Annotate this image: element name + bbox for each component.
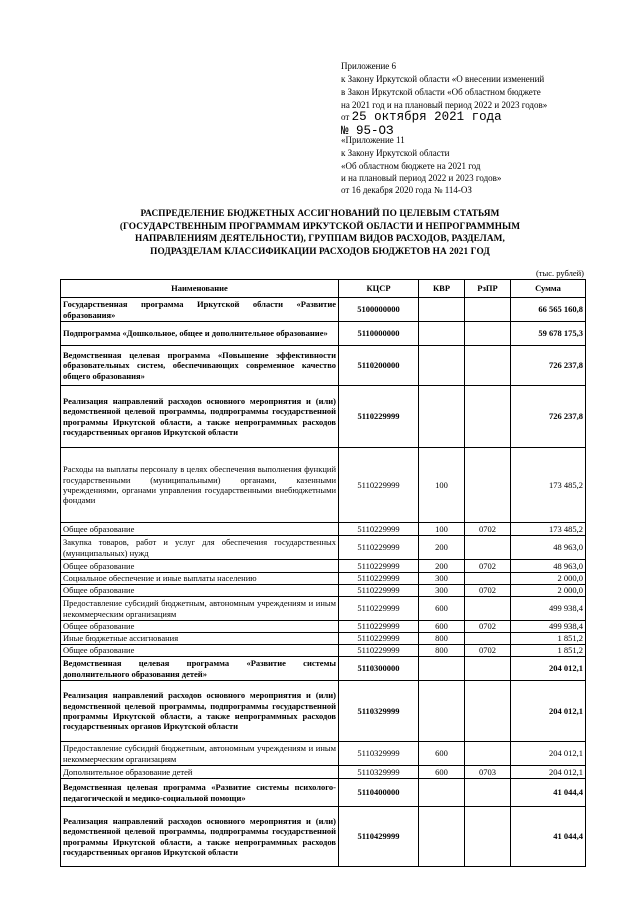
table-header-row [61,280,586,298]
cell-name: Дополнительное образование детей [61,766,339,779]
table-row [61,681,586,742]
cell-name: Иные бюджетные ассигнования [61,633,339,645]
cell-kcsr: 5110229999 [339,386,419,448]
cell-sum: 1 851,2 [511,633,586,645]
cell-kvr: 600 [419,597,465,621]
cell-kvr: 100 [419,448,465,523]
cell-sum: 2 000,0 [511,573,586,585]
table-row [61,621,586,633]
cell-rzpr [465,448,511,523]
column-header-rzpr: РзПР [465,280,511,298]
cell-kcsr: 5110329999 [339,766,419,779]
table-row [61,597,586,621]
cell-name: Реализация направлений расходов основного мероприятия и (или) ведомственной целевой программы, подпрограммы государственной программы Иркутской области, а также непрограммных расходов государственных органов Иркутской области [61,807,339,867]
table-row [61,645,586,657]
cell-name: Предоставление субсидий бюджетным, автономным учреждениям и иным некоммерческим организациям [61,742,339,766]
date-line [341,111,502,124]
cell-rzpr: 0702 [465,645,511,657]
table-row [61,448,586,523]
cell-kvr: 200 [419,536,465,560]
table-row [61,779,586,807]
table-row [61,807,586,867]
title-line-4: ПОДРАЗДЕЛАМ КЛАССИФИКАЦИИ РАСХОДОВ БЮДЖЕТОВ НА 2021 ГОД [150,246,490,257]
cell-rzpr [465,681,511,742]
title-line-2: (ГОСУДАРСТВЕННЫМ ПРОГРАММАМ ИРКУТСКОЙ ОБЛАСТИ И НЕПРОГРАММНЫМ [119,221,521,232]
cell-kcsr: 5110000000 [339,322,419,346]
column-header-kcsr: КЦСР [339,280,419,298]
cell-name: Ведомственная целевая программа «Развитие системы дополнительного образования детей» [61,657,339,681]
table-row [61,298,586,322]
cell-sum: 59 678 175,3 [511,322,586,346]
cell-name: Общее образование [61,585,339,597]
cell-name: Подпрограмма «Дошкольное, общее и дополнительное образование» [61,322,339,346]
document-title [60,208,580,258]
cell-kcsr: 5110229999 [339,560,419,573]
column-header-sum: Сумма [511,280,586,298]
cell-rzpr [465,657,511,681]
cell-name: Реализация направлений расходов основного мероприятия и (или) ведомственной целевой программы, подпрограммы государственной программы Иркутской области, а также непрограммных расходов государственных органов Иркутской области [61,681,339,742]
cell-kcsr: 5110229999 [339,633,419,645]
cell-sum: 499 938,4 [511,597,586,621]
cell-kvr [419,346,465,386]
cell-sum: 204 012,1 [511,657,586,681]
law2-line-4: от 16 декабря 2020 года № 114-ОЗ [341,185,472,195]
cell-name: Закупка товаров, работ и услуг для обеспечения государственных (муниципальных) нужд [61,536,339,560]
table-row [61,560,586,573]
table-row [61,573,586,585]
cell-rzpr: 0703 [465,766,511,779]
cell-sum: 1 851,2 [511,645,586,657]
cell-kvr [419,807,465,867]
law-reference-line-1: к Закону Иркутской области «О внесении изменений [341,74,545,84]
cell-kvr: 600 [419,621,465,633]
cell-kvr [419,681,465,742]
cell-name: Ведомственная целевая программа «Развитие системы психолого-педагогической и медико-социальной помощи» [61,779,339,807]
table-row [61,742,586,766]
cell-name: Общее образование [61,560,339,573]
cell-kvr [419,657,465,681]
cell-rzpr [465,597,511,621]
column-header-kvr: КВР [419,280,465,298]
table-row [61,386,586,448]
cell-kcsr: 5110229999 [339,523,419,536]
cell-kcsr: 5110229999 [339,536,419,560]
cell-rzpr [465,536,511,560]
cell-rzpr [465,298,511,322]
cell-rzpr: 0702 [465,560,511,573]
cell-name: Расходы на выплаты персоналу в целях обеспечения выполнения функций государственными (муниципальными) органами, казенными учреждениями, органами управления государственными внебюджетными фондами [61,448,339,523]
cell-rzpr [465,742,511,766]
cell-name: Реализация направлений расходов основного мероприятия и (или) ведомственной целевой программы, подпрограммы государственной программы Иркутской области, а также непрограммных расходов государственных органов Иркутской области [61,386,339,448]
table-body [61,298,586,867]
number-stamp: № 95-ОЗ [341,124,394,138]
cell-kcsr: 5110229999 [339,585,419,597]
units-label: (тыс. рублей) [535,268,584,278]
cell-name: Общее образование [61,645,339,657]
cell-kcsr: 5110229999 [339,621,419,633]
cell-name: Общее образование [61,621,339,633]
cell-rzpr [465,633,511,645]
cell-sum: 66 565 160,8 [511,298,586,322]
cell-kcsr: 5100000000 [339,298,419,322]
column-header-name: Наименование [61,280,339,298]
cell-kvr [419,322,465,346]
cell-kvr: 800 [419,645,465,657]
cell-sum: 2 000,0 [511,585,586,597]
cell-sum: 173 485,2 [511,523,586,536]
from-prefix: от [341,112,350,122]
cell-rzpr [465,346,511,386]
cell-kvr: 100 [419,523,465,536]
cell-rzpr [465,807,511,867]
cell-sum: 48 963,0 [511,536,586,560]
cell-kvr: 300 [419,573,465,585]
cell-kcsr: 5110229999 [339,573,419,585]
cell-sum: 204 012,1 [511,742,586,766]
table-row [61,657,586,681]
table-row [61,322,586,346]
cell-kcsr: 5110229999 [339,448,419,523]
cell-rzpr [465,779,511,807]
cell-kvr: 200 [419,560,465,573]
budget-table [60,279,586,867]
cell-sum: 173 485,2 [511,448,586,523]
title-line-1: РАСПРЕДЕЛЕНИЕ БЮДЖЕТНЫХ АССИГНОВАНИЙ ПО ЦЕЛЕВЫМ СТАТЬЯМ [140,209,500,219]
cell-rzpr [465,386,511,448]
cell-name: Общее образование [61,523,339,536]
cell-kvr [419,386,465,448]
cell-sum: 499 938,4 [511,621,586,633]
cell-kvr: 300 [419,585,465,597]
cell-kcsr: 5110429999 [339,807,419,867]
cell-sum: 726 237,8 [511,346,586,386]
cell-kvr [419,779,465,807]
cell-name: Социальное обеспечение и иные выплаты населению [61,573,339,585]
cell-sum: 204 012,1 [511,766,586,779]
cell-sum: 41 044,4 [511,807,586,867]
law-reference-line-3: на 2021 год и на плановый период 2022 и 2023 годов» [341,100,548,110]
title-line-3: НАПРАВЛЕНИЯМ ДЕЯТЕЛЬНОСТИ), ГРУППАМ ВИДОВ РАСХОДОВ, РАЗДЕЛАМ, [135,234,505,244]
table-row [61,766,586,779]
cell-rzpr: 0702 [465,585,511,597]
cell-kcsr: 5110229999 [339,597,419,621]
cell-kcsr: 5110400000 [339,779,419,807]
cell-kcsr: 5110329999 [339,681,419,742]
cell-rzpr: 0702 [465,523,511,536]
appendix-label: Приложение 6 [341,61,397,71]
cell-kcsr: 5110200000 [339,346,419,386]
law2-line-2: «Об областном бюджете на 2021 год [341,161,481,171]
date-stamp: 25 октября 2021 года [351,110,502,124]
cell-sum: 726 237,8 [511,386,586,448]
cell-rzpr: 0702 [465,621,511,633]
cell-kcsr: 5110300000 [339,657,419,681]
cell-rzpr [465,573,511,585]
table-row [61,523,586,536]
table-row [61,536,586,560]
cell-name: Предоставление субсидий бюджетным, автономным учреждениям и иным некоммерческим организациям [61,597,339,621]
law2-line-1: к Закону Иркутской области [341,148,450,158]
table-row [61,585,586,597]
table-row [61,633,586,645]
cell-sum: 48 963,0 [511,560,586,573]
cell-sum: 204 012,1 [511,681,586,742]
cell-kvr: 800 [419,633,465,645]
appendix-11-label: «Приложение 11 [341,135,405,145]
law-reference-line-2: в Закон Иркутской области «Об областном бюджете [341,87,541,97]
cell-name: Государственная программа Иркутской области «Развитие образования» [61,298,339,322]
cell-kvr: 600 [419,742,465,766]
cell-rzpr [465,322,511,346]
cell-kcsr: 5110229999 [339,645,419,657]
law2-line-3: и на плановый период 2022 и 2023 годов» [341,173,502,183]
cell-kcsr: 5110329999 [339,742,419,766]
table-row [61,346,586,386]
cell-kvr [419,298,465,322]
cell-kvr: 600 [419,766,465,779]
cell-name: Ведомственная целевая программа «Повышение эффективности образовательных систем, обеспечивающих современное качество общего образования» [61,346,339,386]
cell-sum: 41 044,4 [511,779,586,807]
